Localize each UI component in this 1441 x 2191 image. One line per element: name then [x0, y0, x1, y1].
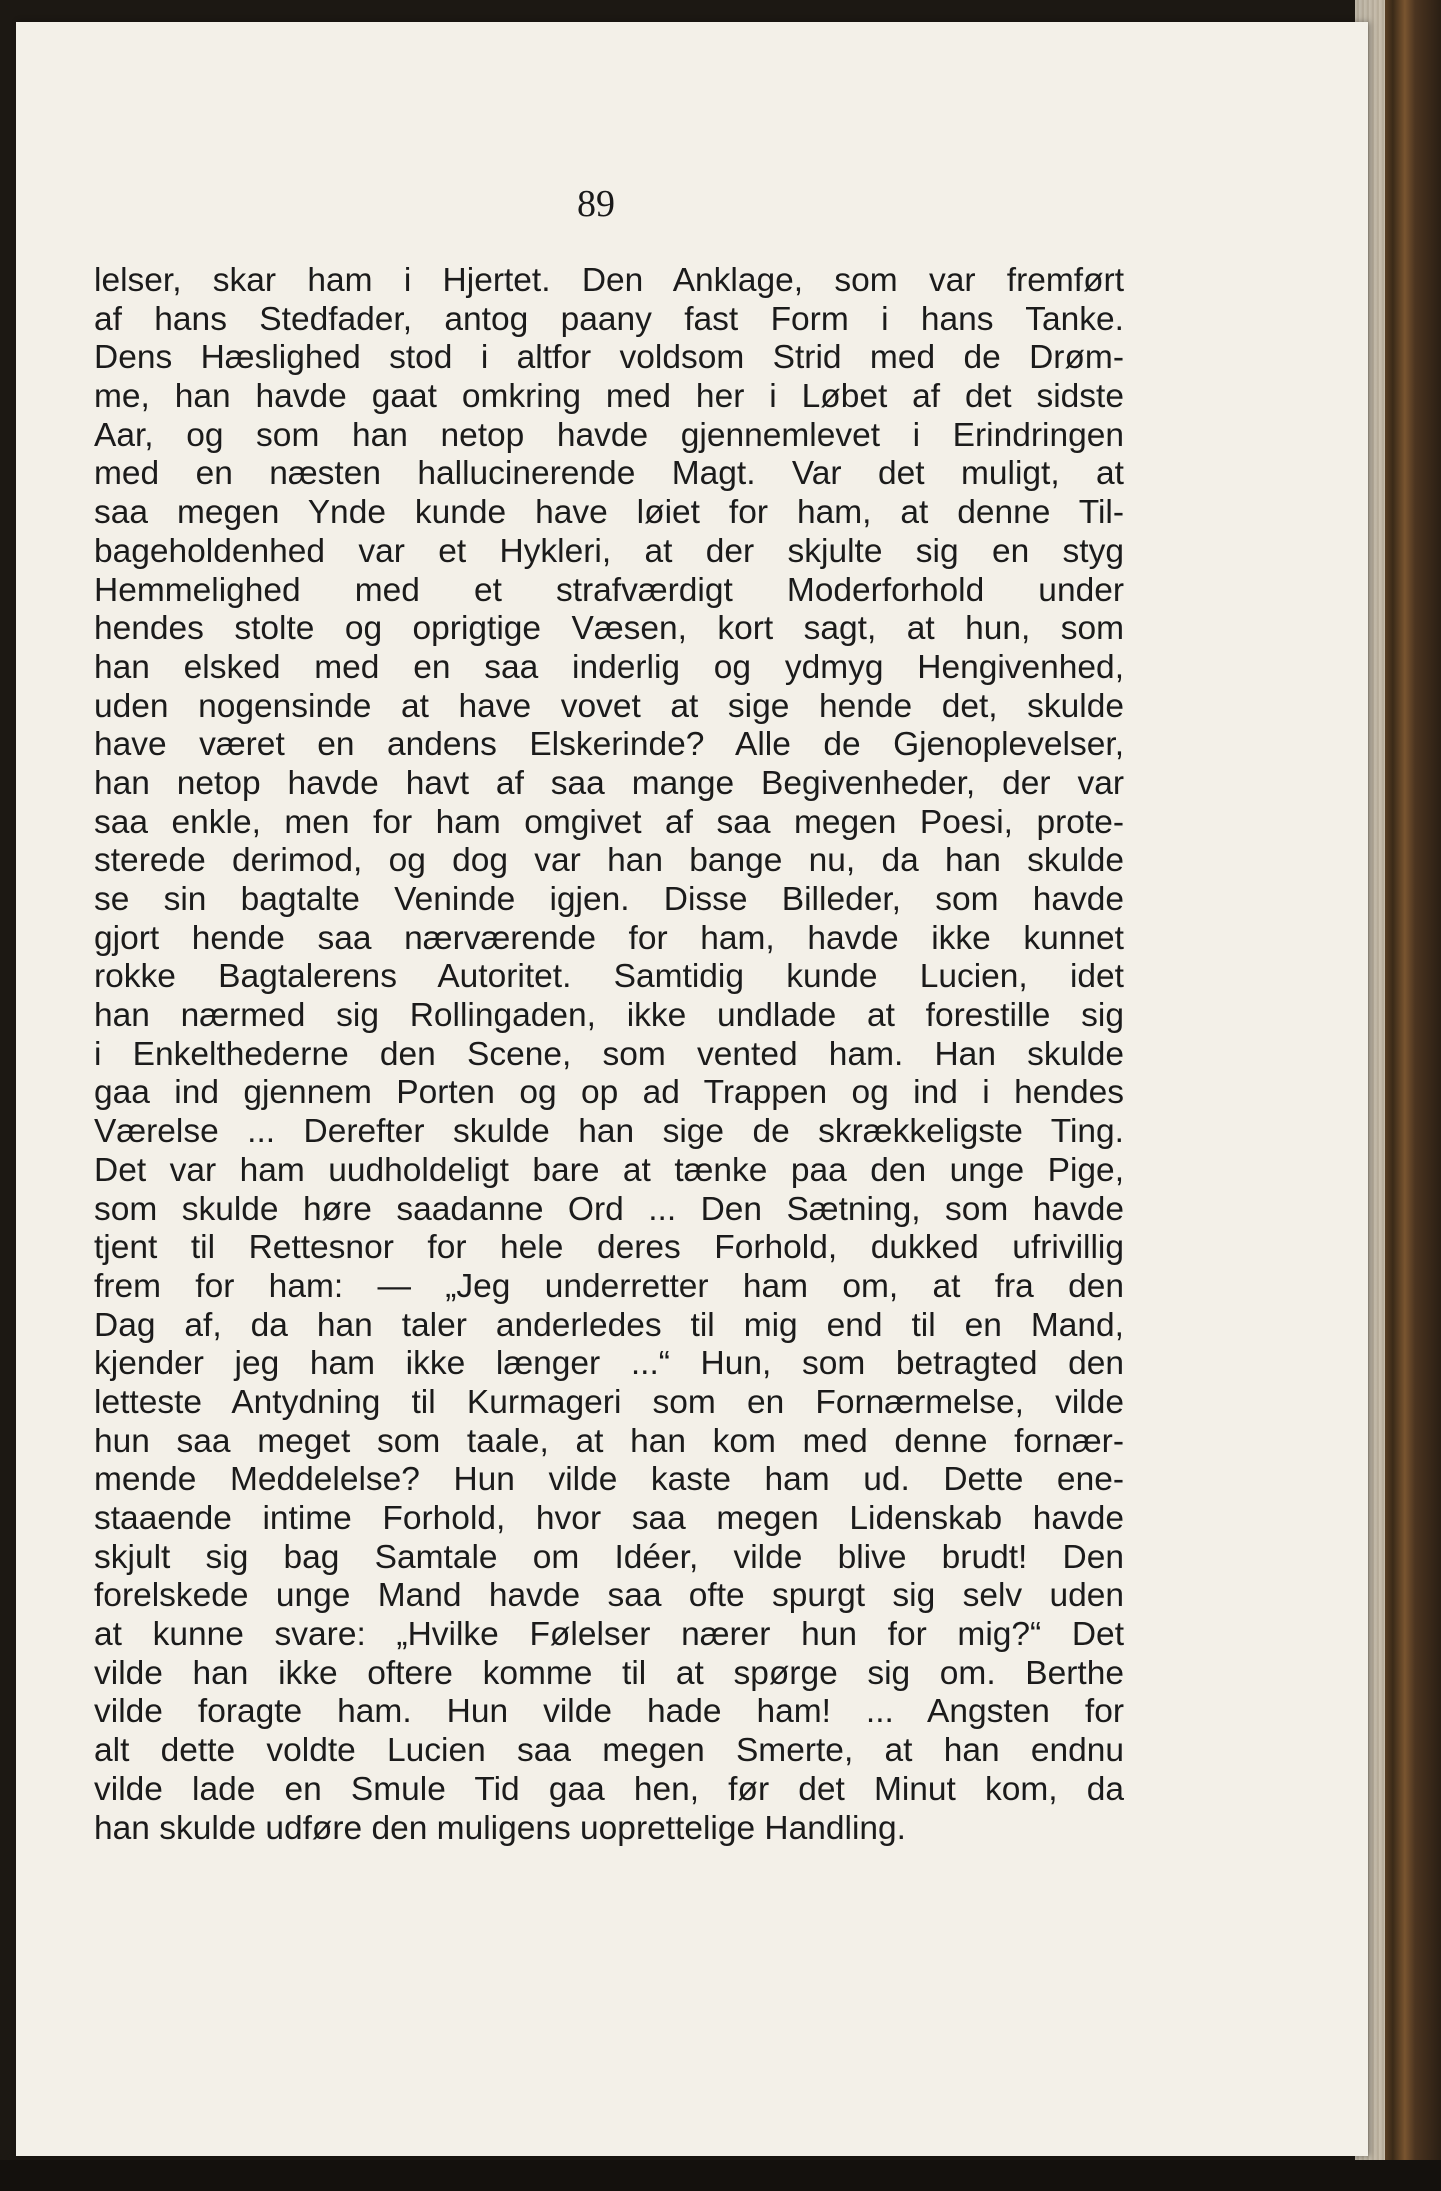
text-line: uden nogensinde at have vovet at sige hende det, skulde — [94, 687, 1124, 725]
text-line: Aar, og som han netop havde gjennemlevet i Erindringen — [94, 416, 1124, 454]
text-line: Dag af, da han taler anderledes til mig end til en Mand, — [94, 1306, 1124, 1344]
text-line: Værelse ... Derefter skulde han sige de skrækkeligste Ting. — [94, 1113, 1124, 1151]
text-line: sterede derimod, og dog var han bange nu, da han skulde — [94, 842, 1124, 880]
text-line: mende Meddelelse? Hun vilde kaste ham ud. Dette ene- — [94, 1461, 1124, 1499]
text-line: han netop havde havt af saa mange Begivenheder, der var — [94, 764, 1124, 802]
text-line: have været en andens Elskerinde? Alle de Gjenoplevelser, — [94, 726, 1124, 764]
text-line: lelser, skar ham i Hjertet. Den Anklage, som var fremført — [94, 262, 1124, 299]
text-line: vilde foragte ham. Hun vilde hade ham! ... Angsten for — [94, 1693, 1124, 1731]
text-line: i Enkelthederne den Scene, som vented ham. Han skulde — [94, 1035, 1124, 1073]
text-line: tjent til Rettesnor for hele deres Forhold, dukked ufrivillig — [94, 1229, 1124, 1267]
text-line: vilde han ikke oftere komme til at spørge sig om. Berthe — [94, 1654, 1124, 1692]
scan-border — [0, 2160, 1441, 2191]
text-line: frem for ham: — „Jeg underretter ham om, at fra den — [94, 1267, 1124, 1305]
text-line: bageholdenhed var et Hykleri, at der skjulte sig en styg — [94, 532, 1124, 570]
text-line: med en næsten hallucinerende Magt. Var det muligt, at — [94, 455, 1124, 493]
text-line: letteste Antydning til Kurmageri som en Fornærmelse, vilde — [94, 1383, 1124, 1421]
text-line: han nærmed sig Rollingaden, ikke undlade at forestille sig — [94, 997, 1124, 1035]
text-line: af hans Stedfader, antog paany fast Form i hans Tanke. — [94, 300, 1124, 338]
text-line: forelskede unge Mand havde saa ofte spurgt sig selv uden — [94, 1577, 1124, 1615]
book-page — [16, 22, 1368, 2156]
text-line: Hemmelighed med et strafværdigt Moderforhold under — [94, 571, 1124, 609]
text-line: at kunne svare: „Hvilke Følelser nærer hun for mig?“ Det — [94, 1616, 1124, 1654]
text-line: som skulde høre saadanne Ord ... Den Sætning, som havde — [94, 1190, 1124, 1228]
text-line: skjult sig bag Samtale om Idéer, vilde blive brudt! Den — [94, 1538, 1124, 1576]
text-line: Det var ham uudholdeligt bare at tænke paa den unge Pige, — [94, 1151, 1124, 1189]
text-line: kjender jeg ham ikke længer ...“ Hun, som betragted den — [94, 1345, 1124, 1383]
text-line: rokke Bagtalerens Autoritet. Samtidig kunde Lucien, idet — [94, 958, 1124, 996]
text-line: staaende intime Forhold, hvor saa megen Lidenskab havde — [94, 1500, 1124, 1537]
text-line: vilde lade en Smule Tid gaa hen, før det Minut kom, da — [94, 1770, 1124, 1808]
text-line: saa enkle, men for ham omgivet af saa megen Poesi, prote- — [94, 803, 1124, 841]
page-number: 89 — [577, 183, 615, 225]
text-line: alt dette voldte Lucien saa megen Smerte, at han endnu — [94, 1732, 1124, 1770]
text-line: se sin bagtalte Veninde igjen. Disse Billeder, som havde — [94, 881, 1124, 918]
text-line: han skulde udføre den muligens uoprettelige Handling. — [94, 1809, 906, 1847]
text-line: gaa ind gjennem Porten og op ad Trappen og ind i hendes — [94, 1074, 1124, 1112]
text-line: gjort hende saa nærværende for ham, havde ikke kunnet — [94, 919, 1124, 957]
text-line: saa megen Ynde kunde have løiet for ham, at denne Til- — [94, 494, 1124, 532]
text-line: me, han havde gaat omkring med her i Løbet af det sidste — [94, 378, 1124, 416]
text-line: hun saa meget som taale, at han kom med denne fornær- — [94, 1422, 1124, 1460]
text-line: han elsked med en saa inderlig og ydmyg Hengivenhed, — [94, 648, 1124, 686]
body-text — [94, 262, 1124, 1848]
text-line: hendes stolte og oprigtige Væsen, kort sagt, at hun, som — [94, 610, 1124, 648]
text-line: Dens Hæslighed stod i altfor voldsom Strid med de Drøm- — [94, 339, 1124, 377]
